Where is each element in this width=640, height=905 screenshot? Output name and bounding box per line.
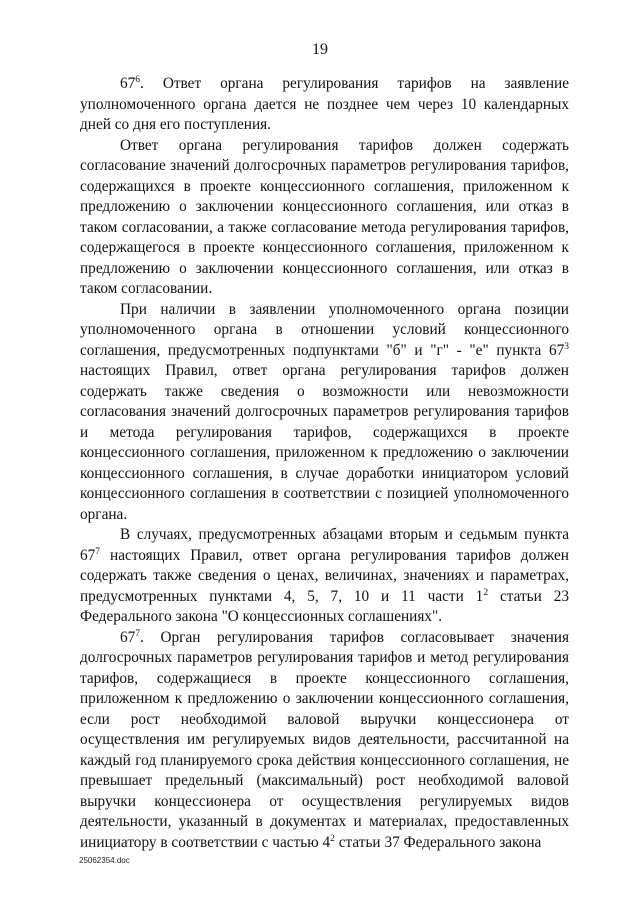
paragraph-text: . Орган регулирования тарифов согласовывает значения долгосрочных параметров регулирования тарифов и метод регулирования тарифов, содержащиеся в проекте концессионного соглашения, приложенном к предложению о заключении концессионного соглашения, если рост необходимой валовой выручки концессионера от осуществления им регулируемых видов деятельности, рассчитанной на каждый год планируемого срока действия концессионного соглашения, не превышает предельный (максимальный) рост необходимой валовой выручки концессионера от осуществления регулируемых видов деятельности, указанный в документах и материалах, предоставленных инициатору в соответствии с частью 4	[80, 628, 569, 851]
paragraph-67-7	[80, 628, 569, 854]
paragraph-text: статьи 37 Федерального закона	[334, 833, 542, 851]
clause-superscript: 7	[95, 546, 101, 557]
paragraph-text: . Ответ органа регулирования тарифов на заявление уполномоченного органа дается не позднее чем через 10 календарных дней со дня его поступления.	[80, 75, 569, 133]
document-file-name: 25062354.doc	[79, 856, 130, 865]
page-number: 19	[312, 41, 328, 58]
paragraph-text: настоящих Правил, ответ органа регулирования тарифов должен содержать также сведения о возможности или невозможности согласования значений долгосрочных параметров регулирования тарифов и метода регулирования тарифов, содержащихся в проекте концессионного соглашения, приложенном к предложению о заключении концессионного соглашения, в случае доработки инициатором условий концессионного соглашения в соответствии с позицией уполномоченного органа.	[80, 362, 569, 523]
clause-superscript: 2	[483, 587, 489, 598]
clause-superscript: 7	[135, 628, 141, 639]
paragraph-text: В случаях, предусмотренных абзацами вторым и седьмым пункта 67	[80, 526, 569, 564]
paragraph-67-6	[80, 74, 569, 136]
clause-number: 67	[120, 75, 136, 92]
paragraph-response-content: Ответ органа регулирования тарифов должен содержать согласование значений долгосрочных параметров регулирования тарифов, содержащихся в проекте концессионного соглашения, приложенном к предложению о заключении концессионного соглашения, или отказ в таком согласовании, а также согласование метода регулирования тарифов, содержащегося в проекте концессионного соглашения, приложенном к предложению о заключении концессионного соглашения, или отказ в таком согласовании.	[80, 136, 569, 297]
paragraph-text: статьи 23 Федерального закона "О концессионных соглашениях".	[80, 587, 569, 625]
clause-number: 67	[120, 628, 136, 646]
clause-superscript: 6	[135, 75, 141, 85]
paragraph-cases	[80, 525, 569, 628]
clause-superscript: 3	[564, 341, 569, 352]
document-body	[80, 74, 569, 853]
paragraph-text: При наличии в заявлении уполномоченного органа позиции уполномоченного органа в отношении условий концессионного соглашения, предусмотренных подпунктами "б" и "г" - "е" пункта 67	[80, 300, 569, 359]
clause-superscript: 2	[330, 833, 335, 844]
paragraph-authorized-body-position	[80, 300, 569, 526]
paragraph-text: настоящих Правил, ответ органа регулирования тарифов должен содержать также сведения о ценах, величинах, значениях и параметрах, предусмотренных пунктами 4, 5, 7, 10 и 11 части 1	[80, 546, 569, 605]
